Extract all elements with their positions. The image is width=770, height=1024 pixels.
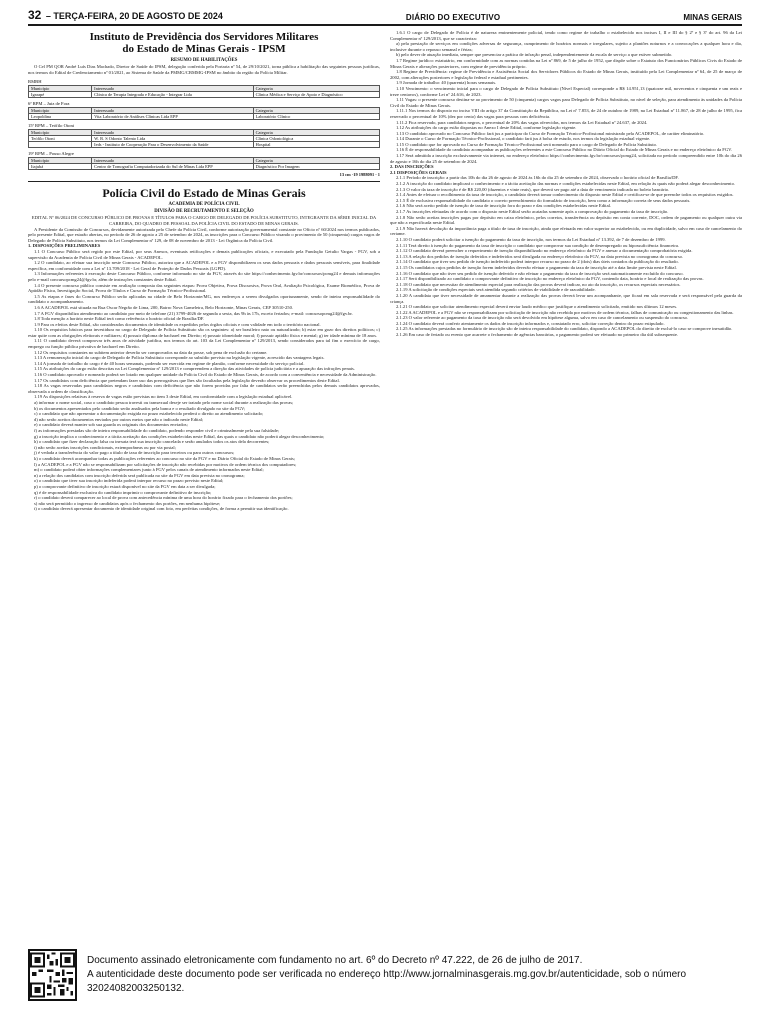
table-cell: Hospital: [253, 141, 379, 147]
habilitacao-table: [28, 107, 380, 120]
edital-paragraph: b) os documentos apresentados pelo candidato serão analisados pela banca e o resultado divulgado no site da FGV;: [34, 405, 246, 411]
edital-paragraph: 1.9 Para os efeitos deste Edital, são considerados documentos de identidade os expedidos pelos órgãos oficiais e com validade em todo o território nacional.: [34, 321, 321, 327]
edital-heading-text: EDITAL Nº 06/2024 DE CONCURSO PÚBLICO DE PROVAS E TÍTULOS PARA O CARGO DE DELEGADO DE POLÍCIA SUBSTITUTO, INTEGRANTE DA SÉRIE INICIAL DA CARREIRA, DO QUADRO DE PESSOAL DA POLÍCIA CIVIL DO ESTADO DE MINAS GERAIS.: [31, 215, 377, 226]
edital-paragraph: 1.15 O candidato que for aprovado no Curso de Formação Técnico-Profissional será nomeado para o cargo de Delegado de Polícia Substituto.: [396, 141, 658, 147]
edital-paragraph: 1.11.1 Nos termos do disposto no inciso VIII do artigo 37 da Constituição da República, na Lei nº 7.853, de 24 de outubro de 1989, na Lei Estadual nº 11.867, de 28 de julho de 1995, fica reservado o percentual de 10% (dez por cento) das vagas para pessoas com deficiência.: [390, 108, 742, 119]
habilitacoes-blocks: [28, 79, 380, 170]
edital-paragraph: 1.11.2 Fica reservado, para candidatos negros, o percentual de 20% das vagas oferecidas, nos termos da Lei Estadual nº 24.637, de 2024.: [396, 119, 648, 125]
page-number: 32: [28, 8, 42, 22]
edital-paragraph: 1.6.1 O cargo de Delegado de Polícia é de natureza eminentemente policial, tendo como regime de trabalho o estabelecido nos incisos I, II e III do § 2º e § 3º do art. 96 da Lei Complementar nº 129/2013, que se caracteriza:: [390, 30, 742, 41]
edital-paragraph: h) o candidato que fizer declaração falsa ou inexata terá sua inscrição cancelada e serão anulados todos os atos dela decorrentes;: [34, 439, 270, 445]
habilitacao-table: [28, 129, 380, 148]
edital-paragraph: 2.1.22 A ACADEPOL e a FGV não se responsabilizam por solicitação de inscrição não recebida por motivos de ordem técnica, falhas de comunicação ou congestionamento das linhas.: [396, 309, 734, 315]
page-header: [28, 10, 742, 26]
table-header-cell: Interessado: [92, 107, 253, 113]
table-row: [29, 113, 380, 119]
ipsm-intro: [28, 64, 380, 75]
edital-paragraph: 2.1.3 O valor da taxa de inscrição é de R$ 220,00 (duzentos e vinte reais), que deverá ser pago até a data de vencimento indicada no boleto bancário.: [396, 186, 670, 192]
table-header-cell: Categoria: [253, 129, 379, 135]
edital-paragraph: 2.1.20 A candidata que tiver necessidade de amamentar durante a realização das provas deverá levar um acompanhante, que ficará em sala reservada e será responsável pela guarda da criança.: [390, 292, 742, 304]
edital-paragraph: n) a relação dos candidatos com inscrição deferida será publicada no site da FGV em data prevista no cronograma;: [34, 472, 245, 478]
ipsm-title-line1: Instituto de Previdência dos Servidores Militares: [89, 31, 319, 43]
left-column: [28, 30, 380, 936]
table-cell: Laboratório Clínico: [253, 113, 379, 119]
edital-heading: [28, 215, 380, 226]
edital-paragraph: 1.5 As etapas e fases do Concurso Público serão aplicadas na cidade de Belo Horizonte/MG, nos endereços a serem divulgados oportunamente, sendo de inteira responsabilidade do candidato o acompanhamento.: [28, 293, 380, 305]
right-column: [390, 30, 742, 936]
edital-paragraph: 1.10 Os requisitos básicos para investidura no cargo de Delegado de Polícia Substituto são os seguintes: a) ser brasileiro nato ou naturalizado; b) estar em gozo dos direitos políticos; c) estar quite com as obrigações eleitorais e militares; d) possuir diploma de bacharel em Direito; e) possuir idoneidade moral; f) possuir aptidão física e mental; g) ter idade mínima de 18 anos.: [28, 327, 380, 338]
edital-paragraph: 1.17 Será admitida a inscrição exclusivamente via internet, no endereço eletrônico https://conhecimento.fgv.br/concursos/pcmg24, solicitada no período compreendido entre 10h do dia 26 de agosto e 16h do dia 25 de setembro de 2024.: [390, 153, 742, 164]
edital-paragraph: 2.1.1 Período de inscrição: a partir das 10h do dia 26 de agosto de 2024 às 16h do dia 25 de setembro de 2024, observado o horário oficial de Brasília/DF.: [396, 175, 679, 181]
edital-paragraph: 1.13 A remuneração inicial do cargo de Delegado de Polícia Substituto corresponde ao subsídio previsto na legislação vigente, acrescido das vantagens legais.: [34, 355, 325, 361]
edital-paragraph: a) informar o nome social, caso o candidato pessoa travesti ou transexual deseje ser tratado pelo nome social durante a realização das provas;: [34, 400, 294, 405]
table-cell: Centro de Tomografia Computadorizada do Sul de Minas Ltda EPP: [92, 163, 253, 169]
edital-paragraph: 1.8 Toda menção a horário neste Edital terá como referência o horário oficial de Brasília/DF.: [34, 316, 205, 322]
region-label: 19ª RPM – Pouso Alegre: [28, 150, 74, 156]
ipsm-title: [28, 31, 380, 55]
edital-paragraph: 1.9 Jornada de trabalho: 40 (quarenta) horas semanais.: [396, 80, 497, 86]
edital-paragraph: 1.7 A FGV disponibiliza atendimento ao candidato por meio de telefone (21) 3799-4026 de segunda a sexta, das 9h às 17h, exceto feriados; e-mail: concursopcmg24@fgv.br.: [34, 310, 353, 316]
edital-paragraph: 1.15 As atribuições do cargo estão descritas na Lei Complementar nº 129/2013 e compreendem a direção das atividades de polícia judiciária e a apuração das infrações penais.: [34, 366, 355, 372]
edital-body-right: [390, 30, 742, 338]
edital-paragraph: s) não será permitido o ingresso de candidatos após o fechamento dos portões, em nenhuma hipótese;: [34, 500, 221, 506]
edital-paragraph: 2.1.13 A relação dos pedidos de isenção deferidos e indeferidos será divulgada no endereço eletrônico da FGV, na data prevista no cronograma do concurso.: [396, 253, 684, 259]
edital-paragraph: 2.1.5 É de exclusiva responsabilidade do candidato o correto preenchimento do formulário de inscrição, bem como a informação correta de seus dados pessoais.: [396, 197, 691, 203]
edital-paragraph: 2. DAS INSCRIÇÕES: [390, 164, 434, 170]
edital-paragraph: 2.1.15 Os candidatos cujos pedidos de isenção forem indeferidos deverão efetuar o pagamento da taxa de inscrição até a data limite prevista neste Edital.: [396, 264, 677, 270]
page-columns: [28, 30, 742, 936]
table-header-cell: Município: [29, 157, 92, 163]
edital-paragraph: 2.1.24 O candidato deverá conferir atentamente os dados de inscrição informados e, constatado erro, solicitar correção dentro do prazo estipulado.: [396, 320, 665, 326]
table-cell: Ieds - Instituto de Cooperação Para o Desenvolvimento da Saúde: [92, 141, 253, 147]
page-date: – TERÇA-FEIRA, 20 DE AGOSTO DE 2024: [45, 11, 223, 21]
table-row: [29, 141, 380, 147]
edital-paragraph: 1.14 A jornada de trabalho do cargo é de 40 horas semanais, podendo ser exercida em regime de plantão, conforme necessidade do serviço policial.: [34, 360, 305, 366]
ipsm-title-line2: do Estado de Minas Gerais - IPSM: [122, 43, 286, 55]
table-header-cell: Categoria: [253, 85, 379, 91]
edital-paragraph: 1.12 As atribuições do cargo estão dispostas no Anexo I deste Edital, conforme legislação vigente.: [396, 125, 577, 131]
edital-paragraph: m) o candidato poderá obter informações complementares junto à FGV pelos canais de atendimento informados neste Edital;: [34, 467, 264, 473]
edital-paragraph: p) o comprovante definitivo de inscrição estará disponível no site da FGV em data a ser divulgada;: [34, 483, 216, 489]
edital-paragraph: 2.1.25 As informações prestadas no formulário de inscrição são de inteira responsabilidade do candidato, dispondo a ACADEPOL do direito de excluí-lo caso se comprove inexatidão.: [396, 326, 733, 332]
table-cell: Vita Laboratório de Análises Clínicas Ltda EPP: [92, 113, 253, 119]
table-cell: Clínica Médica e Serviço de Apoio e Diagnóstico: [253, 91, 379, 97]
edital-paragraph: d) não serão aceitos documentos enviados por outros meios que não o indicado neste Edital;: [34, 416, 204, 422]
edital-paragraph: r) o candidato deverá comparecer ao local de prova com antecedência mínima de uma hora do horário fixado para o fechamento dos portões;: [34, 495, 293, 501]
authenticity-notice: [87, 954, 742, 996]
table-header-cell: Município: [29, 107, 92, 113]
edital-paragraph: 2.1.6 Não será aceito pedido de isenção de taxa de inscrição fora do prazo e das condições estabelecidas neste Edital.: [396, 203, 612, 209]
table-header-cell: Categoria: [253, 157, 379, 163]
region-label: RMBH: [28, 78, 42, 84]
edital-paragraph: 1.10 Vencimento: o vencimento inicial para o cargo de Delegado de Polícia Substituto (Nível Especial) corresponde a R$ 14.951,13 (quatorze mil, novecentos e cinquenta e um reais e treze centavos), conforme Lei nº 24.616, de 2023.: [390, 85, 742, 97]
edital-paragraph: 1.16 O candidato aprovado e nomeado poderá ser lotado em qualquer unidade da Polícia Civil do Estado de Minas Gerais, de acordo com a conveniência e necessidade da Administração.: [34, 372, 377, 378]
edital-paragraph: j) é vedada a transferência do valor pago a título de taxa de inscrição para terceiros ou para outros concursos;: [34, 450, 235, 456]
table-header-cell: Interessado: [92, 157, 253, 163]
edital-paragraph: 2.1.4 Antes de efetuar o recolhimento da taxa de inscrição, o candidato deverá tomar conhecimento do disposto neste Edital e certificar-se de que preenche todos os requisitos exigidos.: [396, 192, 734, 198]
edital-paragraph: 1.4 O presente concurso público consiste em avaliação composta das seguintes etapas: Prova Objetiva, Prova Discursiva, Prova Oral, Avaliação Psicológica, Exame Biomédico, Prova de Aptidão Física, Investigação Social, Prova de Títulos e Curso de Formação Técnico-Profissional.: [28, 282, 380, 294]
edital-paragraph: A Presidente da Comissão de Concursos, devidamente autorizada pelo Chefe da Polícia Civil, conforme autorização governamental constante no Ofício nº 60/2024 nos termos publicados, pelo presente Edital, que estarão abertas, no período de 26 de agosto a 25 de setembro de 2024, as inscrições para o Concurso Público visando o provimento de 50 (cinquenta) cargos vagos de Delegado de Polícia Substituto, nos termos da Lei Complementar nº 129, de 08 de novembro de 2013 - Lei Orgânica da Polícia Civil.: [28, 226, 380, 243]
table-cell: Teófilo Otoni: [29, 135, 92, 141]
edital-paragraph: f) as informações prestadas são de inteira responsabilidade do candidato, podendo responder civil e criminalmente pela sua falsidade;: [34, 427, 280, 433]
edital-paragraph: 2.1.11 Terá direito à isenção do pagamento da taxa de inscrição o candidato que comprovar sua condição de desempregado ou hipossuficiência financeira.: [396, 242, 680, 248]
edital-paragraph: 2.1.14 O candidato que tiver seu pedido de isenção indeferido poderá interpor recurso no prazo de 2 (dois) dias úteis contados da publicação do resultado.: [396, 259, 679, 265]
table-cell: Clínica Odontológica: [253, 135, 379, 141]
table-cell: W. R. S Odonto Talento Ltda: [92, 135, 253, 141]
edital-paragraph: 2.1 DISPOSIÇÕES GERAIS: [390, 169, 447, 175]
habilitacao-table: [28, 157, 380, 170]
table-cell: [29, 141, 92, 147]
edital-paragraph: 1.8 Regime de Previdência: regime de Previdência e Assistência Social dos Servidores Públicos do Estado de Minas Gerais, instituído pela Lei Complementar nº 64, de 25 de março de 2002, com alterações posteriores e legislação federal e estadual pertinentes.: [390, 69, 742, 80]
edital-paragraph: 1.11 Vagas: o presente concurso destina-se ao provimento de 50 (cinquenta) cargos vagos para Delegado de Polícia Substituto, no nível de seleção, para atendimento às unidades da Polícia Civil do Estado de Minas Gerais.: [390, 97, 742, 108]
edital-paragraph: q) é de responsabilidade exclusiva do candidato imprimir o comprovante definitivo de inscrição;: [34, 489, 212, 495]
table-header-cell: Município: [29, 85, 92, 91]
edital-paragraph: 2.1.8 Não serão aceitas inscrições pagas por depósito em caixa eletrônico, pelos correios, transferência ou depósito em conta corrente, DOC, ordem de pagamento ou qualquer outra via que não a especificada neste Edital.: [390, 214, 742, 226]
edital-paragraph: 1.12 Os requisitos constantes no subitem anterior deverão ser comprovados na data da posse, sob pena de exclusão do certame.: [34, 349, 268, 355]
publication-code: 13 cm -19 1988091 - 1: [339, 171, 380, 177]
journal-name: DIÁRIO DO EXECUTIVO: [405, 13, 501, 22]
edital-paragraph: 2.1.9 Não haverá devolução da importância paga a título de taxa de inscrição, ainda que efetuada em valor superior ao estabelecido, ou em duplicidade, salvo em caso de cancelamento do certame.: [390, 225, 742, 237]
page-date-line: [28, 8, 223, 22]
edital-paragraph: o) o candidato que tiver sua inscrição indeferida poderá interpor recurso no prazo previsto neste Edital;: [34, 478, 224, 484]
ipsm-intro-text: O Cel PM QOR André Luís Dias Machado, Diretor de Saúde do IPSM, delegação conferida pela Portaria nº 54, de 29/10/2021, torna pública a habilitação das seguintes pessoas jurídicas, nos termos do Edital de Credenciamento nº 01/2021, ao Sistema de Saúde da PMMG/CBMMG-IPSM no âmbito da região da Polícia Militar.: [28, 64, 380, 75]
edital-paragraph: 1.11 O candidato deverá comprovar três anos de atividade jurídica, nos termos do art. 103 da Lei Complementar nº 129/2013, sendo considerados para tal fim o exercício de cargo, emprego ou função pública privativa de bacharel em Direito.: [28, 338, 380, 350]
edital-paragraph: 2.1.10 O candidato poderá solicitar a isenção do pagamento da taxa de inscrição, nos termos da Lei Estadual nº 13.392, de 7 de dezembro de 1999.: [396, 236, 666, 242]
policia-civil-title: Polícia Civil do Estado de Minas Gerais: [102, 185, 306, 200]
edital-paragraph: 1.18 As vagas reservadas para candidatos negros e candidatos com deficiência que não forem providas por falta de candidatos serão preenchidas pelos demais candidatos aprovados, observada a ordem de classificação.: [28, 383, 380, 394]
edital-paragraph: g) a inscrição implica o conhecimento e a tácita aceitação das condições estabelecidas neste Edital, das quais o candidato não poderá alegar desconhecimento;: [34, 433, 325, 439]
divisao-heading: DIVISÃO DE RECRUTAMENTO E SELEÇÃO: [154, 209, 254, 214]
region-label: 15ª RPM – Teófilo Otoni: [28, 122, 75, 128]
qr-code-icon[interactable]: [28, 949, 77, 1001]
edital-paragraph: 1.14 Durante o Curso de Formação Técnico-Profissional, o candidato fará jus à bolsa de estudo, nos termos da legislação estadual vigente.: [396, 136, 651, 142]
verification-notice: A autenticidade deste documento pode ser verificada no endereço http://www.jornalminasgerais.mg.gov.br/autenticidade, sob o número 32024082003250132.: [86, 969, 687, 994]
edital-paragraph: 1.7 Regime jurídico: estatutário, em conformidade com as normas contidas na Lei nº 869, de 5 de julho de 1952, que dispõe sobre o Estatuto dos Funcionários Públicos Civis do Estado de Minas Gerais e alterações posteriores, com regime de previdência próprio.: [390, 57, 742, 69]
edital-paragraph: 2.1.7 As inscrições efetuadas de acordo com o disposto neste Edital serão acatadas somente após a comprovação do pagamento da taxa de inscrição.: [396, 209, 669, 214]
table-row: [29, 163, 380, 169]
academia-heading: ACADEMIA DE POLÍCIA CIVIL: [168, 201, 240, 207]
edital-paragraph: k) o candidato deverá acompanhar todas as publicações referentes ao concurso no site da FGV e no Diário Oficial do Estado de Minas Gerais;: [34, 455, 296, 461]
edital-paragraph: 1.19 As disposições relativas à reserva de vagas estão previstas no item 3 deste Edital, em conformidade com a legislação estadual aplicável.: [34, 394, 293, 400]
edital-paragraph: i) não serão aceitas inscrições condicionais, extemporâneas ou por via postal;: [34, 444, 176, 450]
edital-paragraph: c) o candidato que não apresentar a documentação exigida no prazo estabelecido perderá o direito ao atendimento solicitado;: [34, 411, 264, 417]
edital-paragraph: 2.1.18 O candidato que necessitar de atendimento especial para realização das provas deverá indicar, no ato da inscrição, os recursos especiais necessários.: [396, 281, 681, 287]
edital-paragraph: e) o candidato deverá manter sob sua guarda os originais dos documentos enviados;: [34, 422, 188, 428]
edital-paragraph: 2.1.2 A inscrição do candidato implicará o conhecimento e a tácita aceitação das normas e condições estabelecidas neste Edital, em relação às quais não poderá alegar desconhecimento.: [396, 181, 736, 187]
edital-paragraph: 1.3 Informações referentes à execução deste Concurso Público, conforme informado no site da FGV, através do site https://conhecimento.fgv.br/concursos/pcmg24 e demais informações pelo e-mail concursopcmg24@fgv.br, além de instruções constantes deste Edital.: [28, 271, 380, 282]
table-row: [29, 91, 380, 97]
edital-paragraph: 2.1.16 O candidato que não tiver seu pedido de isenção deferido e não efetuar o pagamento da taxa de inscrição será automaticamente excluído do concurso.: [396, 270, 684, 276]
edital-paragraph: a) pela prestação de serviços em condições adversas de segurança, cumprimento de horários normais e irregulares, sujeito a plantões noturnos e a convocações a qualquer hora e dia, inclusive durante o repouso semanal e férias;: [390, 41, 742, 52]
table-header-cell: Interessado: [92, 129, 253, 135]
table-header-cell: Interessado: [92, 85, 253, 91]
edital-paragraph: 1. DISPOSIÇÕES PRELIMINARES: [28, 243, 101, 249]
edital-paragraph: t) o candidato deverá apresentar documento de identidade original com foto, em perfeitas condições, de forma a permitir sua identificação.: [34, 506, 289, 512]
table-header-cell: Município: [29, 129, 92, 135]
journal-state: MINAS GERAIS: [683, 13, 742, 22]
edital-paragraph: 1.16 É de responsabilidade do candidato acompanhar as publicações referentes a este Concurso Público no Diário Oficial do Estado de Minas Gerais e no endereço eletrônico da FGV.: [396, 147, 733, 153]
resumo-heading: RESUMO DE HABILITAÇÕES: [170, 58, 238, 63]
edital-paragraph: 1.17 Os candidatos com deficiência que pretendam fazer uso das prerrogativas que lhes são facultadas pela legislação deverão observar os procedimentos deste Edital.: [34, 377, 340, 383]
table-cell: Clínica de Terapia Integrada e Educação - Integrar Ltda: [92, 91, 253, 97]
edital-paragraph: 1.6 A ACADEPOL está situada na Rua Oscar Negrão de Lima, 200, Bairro Nova Gameleira, Belo Horizonte, Minas Gerais, CEP 30510-250.: [34, 304, 294, 310]
edital-paragraph: 1.13 O candidato aprovado no Concurso Público fará jus a participar do Curso de Formação Técnico-Profissional ministrado pela ACADEPOL, de caráter eliminatório.: [396, 130, 705, 136]
habilitacao-table: [28, 85, 380, 98]
edital-paragraph: 2.1.17 Será disponibilizado ao candidato o comprovante definitivo de inscrição no endereço eletrônico da FGV, contendo data, horário e local de realização das provas.: [396, 276, 704, 282]
edital-paragraph: 2.1.12 O candidato deverá preencher o requerimento de isenção disponibilizado no endereço eletrônico da FGV e anexar a documentação comprobatória exigida.: [396, 248, 693, 254]
page-footer: [28, 948, 742, 1002]
edital-paragraph: 1.2 O candidato, ao efetuar sua inscrição neste Concurso Público, autoriza que a ACADEPOL e a FGV disponibilizem os seus dados pessoais e dados pessoais sensíveis, para finalidade específica, em conformidade com a Lei nº 13.709/2018 - Lei Geral de Proteção de Dados Pessoais (LGPD).: [28, 260, 380, 271]
qr-code-graphic: [30, 951, 75, 999]
table-header-cell: Categoria: [253, 107, 379, 113]
edital-body-left: [28, 227, 380, 512]
table-cell: Itajubá: [29, 163, 92, 169]
table-cell: Igarapé: [29, 91, 92, 97]
edital-paragraph: 1.1 O Concurso Público será regido por este Edital, por seus Anexos, eventuais retificações e demais publicações oficiais, e executado pela Fundação Getulio Vargas - FGV, sob a supervisão da Academia de Polícia Civil de Minas Gerais - ACADEPOL.: [28, 248, 380, 260]
edital-paragraph: 2.1.21 O candidato que solicitar atendimento especial deverá enviar laudo médico que justifique o atendimento solicitado, emitido nos últimos 12 meses.: [396, 304, 678, 310]
edital-paragraph: b) pelo dever de atuação imediata, sempre que presenciar a prática de infração penal, independentemente da escala de serviço a que estiver submetido.: [396, 52, 673, 58]
section-divider: [28, 181, 380, 182]
edital-paragraph: 2.1.26 Em caso de feriado ou evento que acarrete o fechamento de agências bancárias, o pagamento poderá ser efetuado no primeiro dia útil subsequente.: [396, 332, 679, 338]
region-label: 6ª RPM – Juiz de Fora: [28, 100, 70, 106]
table-cell: Leopoldina: [29, 113, 92, 119]
edital-paragraph: 2.1.19 A solicitação de condições especiais será atendida segundo critérios de viabilidade e de razoabilidade.: [396, 287, 596, 293]
table-cell: Diagnóstico Por Imagem: [253, 163, 379, 169]
signature-notice: Documento assinado eletronicamente com fundamento no art. 6º do Decreto nº 47.222, de 26 de julho de 2017.: [86, 955, 583, 966]
edital-paragraph: 2.1.23 O valor referente ao pagamento da taxa de inscrição não será devolvido em hipótese alguma, salvo em caso de cancelamento ou suspensão do concurso.: [396, 315, 689, 321]
edital-paragraph: l) a ACADEPOL e a FGV não se responsabilizam por solicitações de inscrição não recebidas por motivos de ordem técnica dos computadores;: [34, 461, 297, 467]
